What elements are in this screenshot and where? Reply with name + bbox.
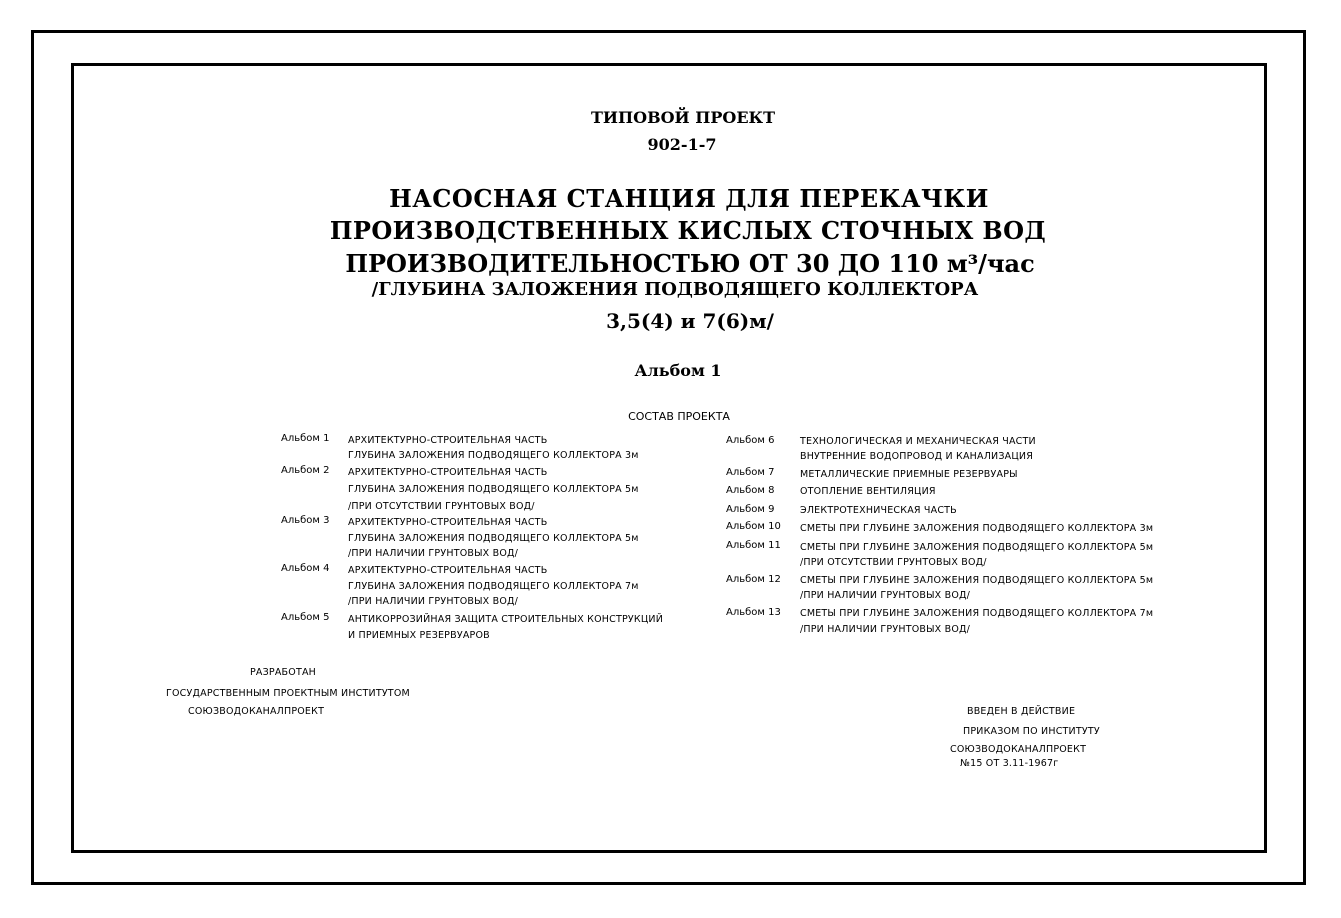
album-4-line-2: ГЛУБИНА ЗАЛОЖЕНИЯ ПОДВОДЯЩЕГО КОЛЛЕКТОРА 7м	[348, 581, 639, 592]
album-8-line-1: ОТОПЛЕНИЕ ВЕНТИЛЯЦИЯ	[800, 486, 936, 497]
title-line-3: ПРОИЗВОДИТЕЛЬНОСТЬЮ ОТ 30 ДО 110 м³/час	[345, 249, 1035, 278]
album-title: Альбом 1	[634, 361, 722, 380]
album-6-line-1: ТЕХНОЛОГИЧЕСКАЯ И МЕХАНИЧЕСКАЯ ЧАСТИ	[800, 436, 1036, 447]
album-5-label: Альбом 5	[281, 612, 330, 623]
album-3-line-2: ГЛУБИНА ЗАЛОЖЕНИЯ ПОДВОДЯЩЕГО КОЛЛЕКТОРА 5м	[348, 533, 639, 544]
album-1-line-2: ГЛУБИНА ЗАЛОЖЕНИЯ ПОДВОДЯЩЕГО КОЛЛЕКТОРА 3м	[348, 450, 639, 461]
album-4-line-1: АРХИТЕКТУРНО-СТРОИТЕЛЬНАЯ ЧАСТЬ	[348, 565, 548, 576]
album-3-line-1: АРХИТЕКТУРНО-СТРОИТЕЛЬНАЯ ЧАСТЬ	[348, 517, 548, 528]
album-5-line-2: И ПРИЕМНЫХ РЕЗЕРВУАРОВ	[348, 630, 490, 641]
title-line-2: ПРОИЗВОДСТВЕННЫХ КИСЛЫХ СТОЧНЫХ ВОД	[329, 216, 1047, 245]
album-12-line-1: СМЕТЫ ПРИ ГЛУБИНЕ ЗАЛОЖЕНИЯ ПОДВОДЯЩЕГО КОЛЛЕКТОРА 5м	[800, 575, 1154, 586]
enacted-line-4: №15 ОТ 3.11-1967г	[960, 758, 1059, 769]
album-8-label: Альбом 8	[726, 485, 775, 496]
album-13-label: Альбом 13	[726, 607, 781, 618]
enacted-line-3: СОЮЗВОДОКАНАЛПРОЕКТ	[950, 744, 1087, 755]
developer-line-1: РАЗРАБОТАН	[250, 667, 316, 678]
album-13-line-2: /ПРИ НАЛИЧИИ ГРУНТОВЫХ ВОД/	[800, 624, 971, 635]
composition-title: СОСТАВ ПРОЕКТА	[628, 410, 730, 423]
album-6-label: Альбом 6	[726, 435, 775, 446]
album-2-line-2: ГЛУБИНА ЗАЛОЖЕНИЯ ПОДВОДЯЩЕГО КОЛЛЕКТОРА 5м	[348, 484, 639, 495]
project-number: 902-1-7	[647, 135, 717, 154]
album-9-label: Альбом 9	[726, 504, 775, 515]
developer-line-2: ГОСУДАРСТВЕННЫМ ПРОЕКТНЫМ ИНСТИТУТОМ	[166, 688, 410, 699]
album-13-line-1: СМЕТЫ ПРИ ГЛУБИНЕ ЗАЛОЖЕНИЯ ПОДВОДЯЩЕГО КОЛЛЕКТОРА 7м	[800, 608, 1154, 619]
album-2-line-1: АРХИТЕКТУРНО-СТРОИТЕЛЬНАЯ ЧАСТЬ	[348, 467, 548, 478]
album-9-line-1: ЭЛЕКТРОТЕХНИЧЕСКАЯ ЧАСТЬ	[800, 505, 957, 516]
album-1-label: Альбом 1	[281, 433, 330, 444]
album-12-label: Альбом 12	[726, 574, 781, 585]
album-6-line-2: ВНУТРЕННИЕ ВОДОПРОВОД И КАНАЛИЗАЦИЯ	[800, 451, 1034, 462]
album-10-label: Альбом 10	[726, 521, 781, 532]
enacted-line-2: ПРИКАЗОМ ПО ИНСТИТУТУ	[963, 726, 1100, 737]
title-line-5: 3,5(4) и 7(6)м/	[606, 309, 774, 333]
album-5-line-1: АНТИКОРРОЗИЙНАЯ ЗАЩИТА СТРОИТЕЛЬНЫХ КОНСТРУКЦИЙ	[348, 614, 664, 625]
album-11-label: Альбом 11	[726, 540, 781, 551]
album-2-label: Альбом 2	[281, 465, 330, 476]
album-11-line-2: /ПРИ ОТСУТСТВИИ ГРУНТОВЫХ ВОД/	[800, 557, 987, 568]
album-1-line-1: АРХИТЕКТУРНО-СТРОИТЕЛЬНАЯ ЧАСТЬ	[348, 435, 548, 446]
album-3-label: Альбом 3	[281, 515, 330, 526]
enacted-line-1: ВВЕДЕН В ДЕЙСТВИЕ	[967, 706, 1076, 717]
album-4-line-3: /ПРИ НАЛИЧИИ ГРУНТОВЫХ ВОД/	[348, 596, 519, 607]
project-type: ТИПОВОЙ ПРОЕКТ	[591, 108, 775, 127]
album-2-line-3: /ПРИ ОТСУТСТВИИ ГРУНТОВЫХ ВОД/	[348, 501, 535, 512]
album-7-line-1: МЕТАЛЛИЧЕСКИЕ ПРИЕМНЫЕ РЕЗЕРВУАРЫ	[800, 469, 1018, 480]
album-7-label: Альбом 7	[726, 467, 775, 478]
title-line-4: /ГЛУБИНА ЗАЛОЖЕНИЯ ПОДВОДЯЩЕГО КОЛЛЕКТОРА	[371, 279, 979, 300]
album-10-line-1: СМЕТЫ ПРИ ГЛУБИНЕ ЗАЛОЖЕНИЯ ПОДВОДЯЩЕГО КОЛЛЕКТОРА 3м	[800, 523, 1154, 534]
album-4-label: Альбом 4	[281, 563, 330, 574]
developer-line-3: СОЮЗВОДОКАНАЛПРОЕКТ	[188, 706, 325, 717]
album-3-line-3: /ПРИ НАЛИЧИИ ГРУНТОВЫХ ВОД/	[348, 548, 519, 559]
album-12-line-2: /ПРИ НАЛИЧИИ ГРУНТОВЫХ ВОД/	[800, 590, 971, 601]
album-11-line-1: СМЕТЫ ПРИ ГЛУБИНЕ ЗАЛОЖЕНИЯ ПОДВОДЯЩЕГО КОЛЛЕКТОРА 5м	[800, 542, 1154, 553]
title-line-1: НАСОСНАЯ СТАНЦИЯ ДЛЯ ПЕРЕКАЧКИ	[389, 184, 989, 213]
